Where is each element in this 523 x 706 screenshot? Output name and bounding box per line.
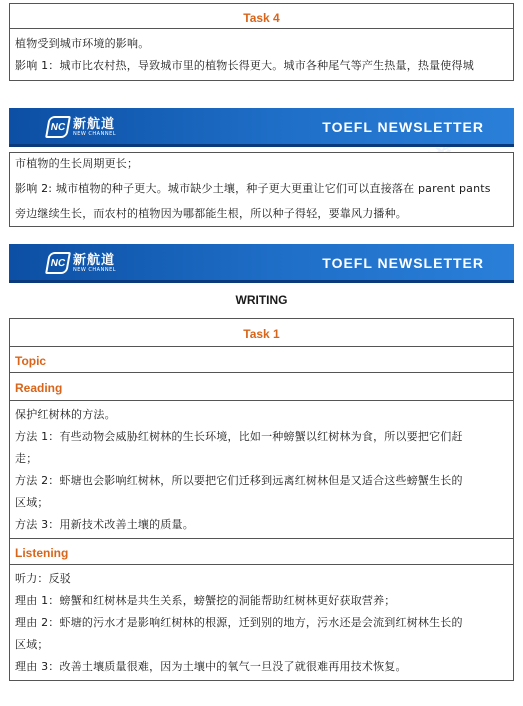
text-line: 理由 3：改善土壤质量很难，因为土壤中的氧气一旦没了就很难再用技术恢复。 xyxy=(15,660,407,673)
reading-body-row xyxy=(10,401,513,539)
brand-name-en: NEW CHANNEL xyxy=(73,266,117,273)
task4-table xyxy=(9,3,514,81)
task4-header-row xyxy=(10,4,513,29)
text-line: 走； xyxy=(15,452,38,465)
newsletter-banner xyxy=(9,108,514,147)
newsletter-banner xyxy=(9,244,514,283)
writing-task1-table xyxy=(9,318,514,681)
text-line: 理由 2：虾塘的污水才是影响红树林的根源，迁到别的地方，污水还是会流到红树林生长的 xyxy=(15,616,463,629)
brand-name-cn: 新航道 xyxy=(73,116,116,132)
brand-logo-group xyxy=(47,252,116,274)
text-line: 区域； xyxy=(15,638,49,651)
reading-label-row xyxy=(10,373,513,401)
listening-label: Listening xyxy=(15,546,69,560)
banner-title: TOEFL NEWSLETTER xyxy=(322,255,484,271)
reading-label: Reading xyxy=(15,381,63,395)
text-line: 保护红树林的方法。 xyxy=(15,408,116,421)
writing-task-header-row xyxy=(10,319,513,347)
topic-label: Topic xyxy=(15,354,47,368)
text-line: 区域； xyxy=(15,496,49,509)
brand-logo-icon: NC xyxy=(45,252,71,274)
listening-body-row xyxy=(10,565,513,680)
text-line: 方法 2：虾塘也会影响红树林，所以要把它们迁移到远离红树林但是又适合这些螃蟹生长的 xyxy=(15,474,463,487)
writing-heading: WRITING xyxy=(235,293,288,307)
brand-name-cn: 新航道 xyxy=(73,252,116,268)
text-line: 方法 1：有些动物会威胁红树林的生长环境，比如一种螃蟹以红树林为食，所以要把它们赶 xyxy=(15,430,463,443)
banner-title: TOEFL NEWSLETTER xyxy=(322,119,484,135)
text-line: 市植物的生长周期更长； xyxy=(15,157,139,170)
text-line: 旁边继续生长，而农村的植物因为哪都能生根，所以种子得轻，要靠风力播种。 xyxy=(15,207,407,220)
continuation-table xyxy=(9,152,514,227)
text-line: 听力：反驳 xyxy=(15,572,71,585)
brand-logo-group xyxy=(47,116,116,138)
text-line: 影响 2: 城市植物的种子更大。城市缺少土壤，种子更大更重让它们可以直接落在 parent pants xyxy=(15,182,491,195)
writing-task-title: Task 1 xyxy=(243,327,280,341)
topic-row xyxy=(10,347,513,373)
text-line: 影响 1：城市比农村热，导致城市里的植物长得更大。城市各种尾气等产生热量，热量使得城 xyxy=(15,59,474,72)
brand-name-en: NEW CHANNEL xyxy=(73,130,117,137)
task4-title: Task 4 xyxy=(243,11,280,25)
listening-label-row xyxy=(10,539,513,565)
text-line: 植物受到城市环境的影响。 xyxy=(15,37,150,50)
brand-logo-icon: NC xyxy=(45,116,71,138)
task4-body-row xyxy=(10,29,513,80)
text-line: 方法 3：用新技术改善土壤的质量。 xyxy=(15,518,194,531)
text-line: 理由 1：螃蟹和红树林是共生关系，螃蟹挖的洞能帮助红树林更好获取营养； xyxy=(15,594,396,607)
